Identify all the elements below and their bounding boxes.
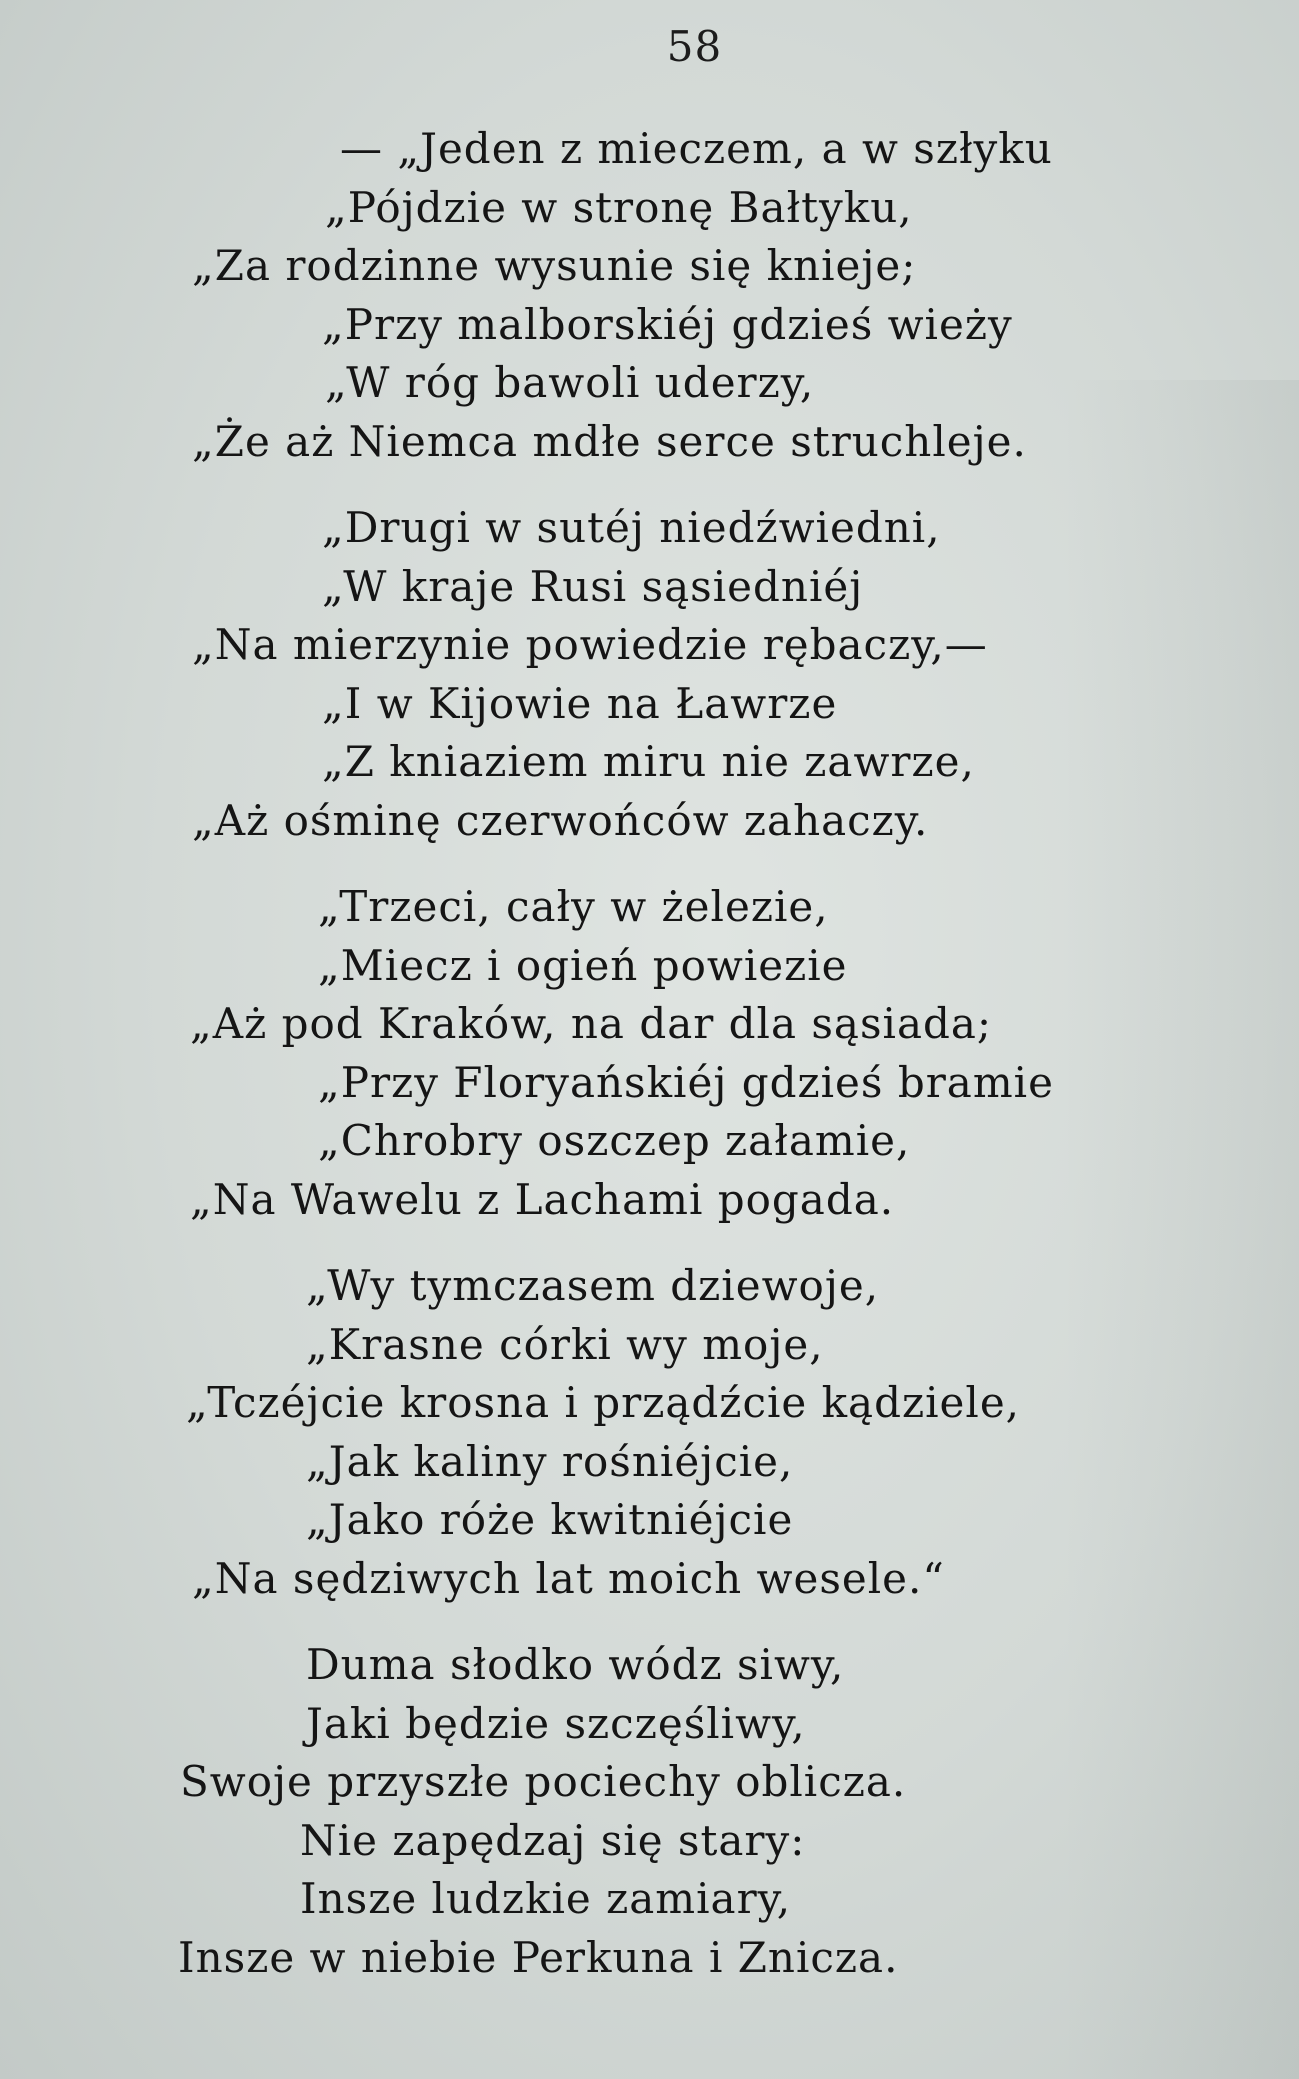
- verse-line: „Przy malborskiéj gdzieś wieży: [322, 299, 1013, 349]
- verse-line: Jaki będzie szczęśliwy,: [306, 1698, 806, 1748]
- verse-line: „Na Wawelu z Lachami pogada.: [190, 1174, 895, 1224]
- verse-line: „Trzeci, cały w żelezie,: [318, 882, 829, 931]
- verse-line: „Przy Floryańskiéj gdzieś bramie: [318, 1057, 1054, 1107]
- stanza-4: [0, 1257, 1299, 1608]
- verse-line: „Za rodzinne wysunie się knieje;: [192, 241, 917, 290]
- verse-line: „Krasne córki wy moje,: [306, 1319, 824, 1369]
- verse-line: „Na sędziwych lat moich wesele.“: [192, 1553, 945, 1603]
- verse-line: „Aż pod Kraków, na dar dla sąsiada;: [190, 999, 993, 1048]
- verse-line: „I w Kijowie na Ławrze: [322, 678, 838, 728]
- verse-line: „Chrobry oszczep załamie,: [318, 1116, 911, 1165]
- stanza-3: [0, 878, 1299, 1229]
- verse-line: „Że aż Niemca mdłe serce struchleje.: [192, 416, 1027, 466]
- verse-line: Nie zapędzaj się stary:: [300, 1815, 806, 1865]
- verse-line: — „Jeden z mieczem, a w szłyku: [340, 124, 1053, 173]
- verse-line: „Miecz i ogień powiezie: [318, 940, 848, 990]
- verse-line: „Tczéjcie krosna i prządźcie kądziele,: [186, 1378, 1021, 1427]
- page-number: 58: [666, 22, 723, 71]
- verse-line: Insze w niebie Perkuna i Znicza.: [178, 1932, 899, 1982]
- verse-line: Swoje przyszłe pociechy oblicza.: [180, 1757, 907, 1806]
- verse-line: „W kraje Rusi sąsiedniéj: [322, 561, 864, 611]
- stanza-2: [0, 499, 1299, 850]
- verse-line: Insze ludzkie zamiary,: [300, 1874, 792, 1923]
- verse-line: Duma słodko wódz siwy,: [306, 1640, 845, 1689]
- verse-line: „Jak kaliny rośniéjcie,: [306, 1436, 794, 1486]
- verse-line: „Pójdzie w stronę Bałtyku,: [325, 182, 913, 232]
- verse-line: „Na mierzynie powiedzie rębaczy,—: [192, 620, 988, 669]
- verse-line: „Aż ośminę czerwońców zahaczy.: [192, 795, 929, 845]
- stanza-5: [0, 1636, 1299, 1987]
- verse-line: „Jako róże kwitniéjcie: [306, 1495, 794, 1544]
- stanza-1: [0, 120, 1299, 471]
- poem: [0, 120, 1299, 2015]
- verse-line: „Drugi w sutéj niedźwiedni,: [322, 503, 941, 552]
- verse-line: „W róg bawoli uderzy,: [325, 358, 815, 407]
- verse-line: „Wy tymczasem dziewoje,: [306, 1261, 880, 1310]
- verse-line: „Z kniaziem miru nie zawrze,: [322, 737, 975, 786]
